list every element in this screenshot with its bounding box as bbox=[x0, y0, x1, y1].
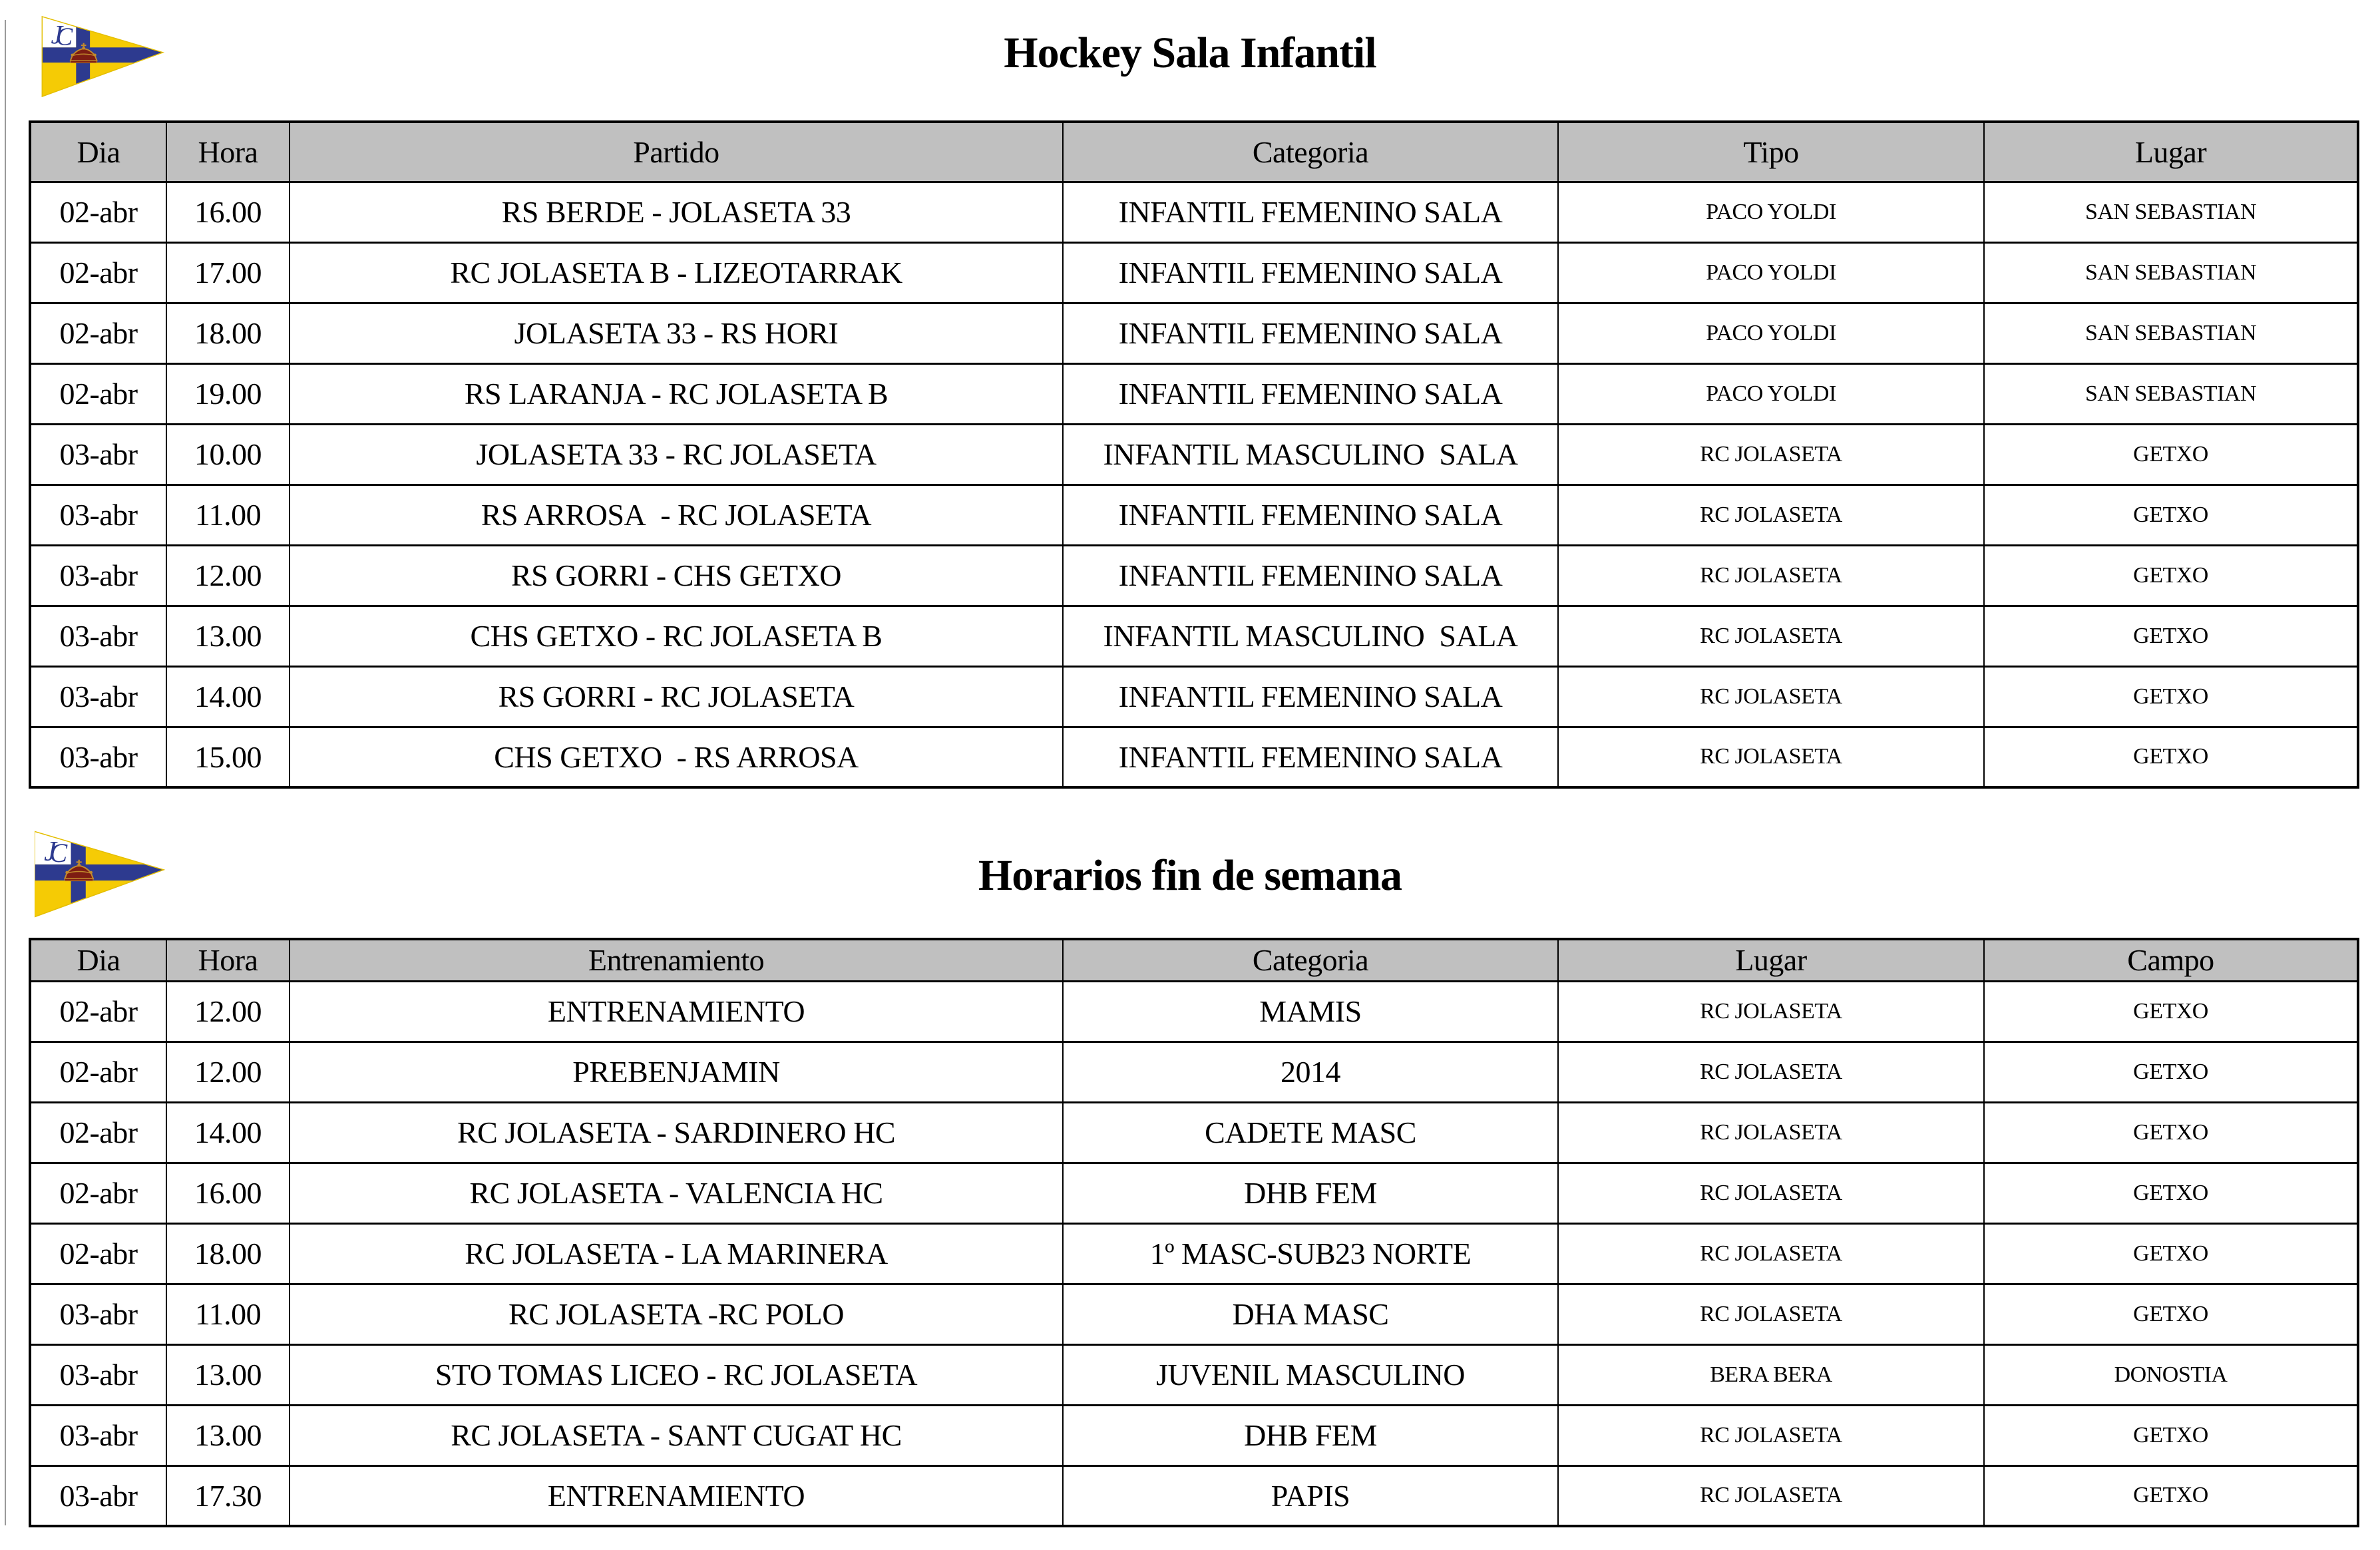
matches-table-body bbox=[30, 182, 2358, 787]
column-header-categoria: Categoria bbox=[1063, 939, 1558, 981]
cell-hora: 14.00 bbox=[166, 666, 290, 727]
cell-campo: GETXO bbox=[1984, 1284, 2358, 1344]
matches-table-header bbox=[30, 122, 2358, 182]
cell-tipo: PACO YOLDI bbox=[1558, 303, 1984, 363]
table-row bbox=[30, 1102, 2358, 1163]
matches-table bbox=[29, 120, 2359, 789]
cell-lugar: RC JOLASETA bbox=[1558, 1405, 1984, 1465]
cell-tipo: RC JOLASETA bbox=[1558, 606, 1984, 666]
cell-hora: 15.00 bbox=[166, 727, 290, 787]
trainings-table-body bbox=[30, 981, 2358, 1526]
table-row bbox=[30, 182, 2358, 242]
cell-partido: RS ARROSA - RC JOLASETA bbox=[290, 484, 1063, 545]
cell-campo: GETXO bbox=[1984, 1042, 2358, 1102]
table-row bbox=[30, 666, 2358, 727]
cell-lugar: GETXO bbox=[1984, 424, 2358, 484]
column-header-hora: Hora bbox=[166, 939, 290, 981]
cell-tipo: PACO YOLDI bbox=[1558, 182, 1984, 242]
table-row bbox=[30, 1042, 2358, 1102]
cell-dia: 03-abr bbox=[30, 1284, 166, 1344]
cell-dia: 03-abr bbox=[30, 606, 166, 666]
cell-tipo: RC JOLASETA bbox=[1558, 666, 1984, 727]
table-row bbox=[30, 981, 2358, 1042]
column-header-dia: Dia bbox=[30, 122, 166, 182]
table-row bbox=[30, 1223, 2358, 1284]
table-row bbox=[30, 363, 2358, 424]
column-header-lugar: Lugar bbox=[1558, 939, 1984, 981]
cell-campo: GETXO bbox=[1984, 1405, 2358, 1465]
cell-lugar: SAN SEBASTIAN bbox=[1984, 303, 2358, 363]
column-header-partido: Partido bbox=[290, 122, 1063, 182]
cell-categoria: DHB FEM bbox=[1063, 1163, 1558, 1223]
cell-hora: 16.00 bbox=[166, 1163, 290, 1223]
cell-tipo: PACO YOLDI bbox=[1558, 242, 1984, 303]
cell-categoria: DHA MASC bbox=[1063, 1284, 1558, 1344]
trainings-table bbox=[29, 938, 2359, 1527]
cell-categoria: JUVENIL MASCULINO bbox=[1063, 1344, 1558, 1405]
cell-categoria: 1º MASC-SUB23 NORTE bbox=[1063, 1223, 1558, 1284]
cell-tipo: RC JOLASETA bbox=[1558, 545, 1984, 606]
cell-partido: RS GORRI - RC JOLASETA bbox=[290, 666, 1063, 727]
cell-dia: 03-abr bbox=[30, 484, 166, 545]
table-row bbox=[30, 1405, 2358, 1465]
cell-partido: RS BERDE - JOLASETA 33 bbox=[290, 182, 1063, 242]
cell-hora: 17.30 bbox=[166, 1465, 290, 1526]
cell-hora: 14.00 bbox=[166, 1102, 290, 1163]
cell-categoria: INFANTIL MASCULINO SALA bbox=[1063, 424, 1558, 484]
cell-lugar: SAN SEBASTIAN bbox=[1984, 363, 2358, 424]
cell-lugar: RC JOLASETA bbox=[1558, 1102, 1984, 1163]
cell-entrenamiento: RC JOLASETA -RC POLO bbox=[290, 1284, 1063, 1344]
cell-lugar: RC JOLASETA bbox=[1558, 1223, 1984, 1284]
cell-entrenamiento: ENTRENAMIENTO bbox=[290, 1465, 1063, 1526]
cell-partido: RS GORRI - CHS GETXO bbox=[290, 545, 1063, 606]
cell-dia: 03-abr bbox=[30, 1405, 166, 1465]
cell-dia: 03-abr bbox=[30, 424, 166, 484]
table-row bbox=[30, 1465, 2358, 1526]
cell-lugar: GETXO bbox=[1984, 484, 2358, 545]
cell-dia: 03-abr bbox=[30, 666, 166, 727]
cell-dia: 03-abr bbox=[30, 727, 166, 787]
column-header-hora: Hora bbox=[166, 122, 290, 182]
cell-categoria: INFANTIL FEMENINO SALA bbox=[1063, 666, 1558, 727]
cell-categoria: CADETE MASC bbox=[1063, 1102, 1558, 1163]
cell-hora: 12.00 bbox=[166, 545, 290, 606]
table-row bbox=[30, 606, 2358, 666]
table-row bbox=[30, 242, 2358, 303]
cell-categoria: 2014 bbox=[1063, 1042, 1558, 1102]
cell-categoria: INFANTIL MASCULINO SALA bbox=[1063, 606, 1558, 666]
cell-dia: 02-abr bbox=[30, 1163, 166, 1223]
table-row bbox=[30, 545, 2358, 606]
cell-tipo: RC JOLASETA bbox=[1558, 484, 1984, 545]
cell-tipo: PACO YOLDI bbox=[1558, 363, 1984, 424]
cell-lugar: GETXO bbox=[1984, 606, 2358, 666]
cell-hora: 12.00 bbox=[166, 1042, 290, 1102]
cell-categoria: INFANTIL FEMENINO SALA bbox=[1063, 182, 1558, 242]
table-row bbox=[30, 484, 2358, 545]
cell-campo: GETXO bbox=[1984, 1223, 2358, 1284]
cell-partido: CHS GETXO - RS ARROSA bbox=[290, 727, 1063, 787]
cell-dia: 03-abr bbox=[30, 1344, 166, 1405]
cell-lugar: SAN SEBASTIAN bbox=[1984, 242, 2358, 303]
cell-categoria: INFANTIL FEMENINO SALA bbox=[1063, 242, 1558, 303]
cell-lugar: GETXO bbox=[1984, 545, 2358, 606]
cell-partido: JOLASETA 33 - RC JOLASETA bbox=[290, 424, 1063, 484]
cell-hora: 18.00 bbox=[166, 1223, 290, 1284]
cell-lugar: SAN SEBASTIAN bbox=[1984, 182, 2358, 242]
cell-hora: 18.00 bbox=[166, 303, 290, 363]
cell-categoria: INFANTIL FEMENINO SALA bbox=[1063, 484, 1558, 545]
cell-dia: 02-abr bbox=[30, 1042, 166, 1102]
cell-categoria: INFANTIL FEMENINO SALA bbox=[1063, 727, 1558, 787]
cell-hora: 11.00 bbox=[166, 484, 290, 545]
cell-dia: 02-abr bbox=[30, 242, 166, 303]
cell-dia: 02-abr bbox=[30, 1223, 166, 1284]
cell-hora: 16.00 bbox=[166, 182, 290, 242]
cell-dia: 02-abr bbox=[30, 303, 166, 363]
column-header-lugar: Lugar bbox=[1984, 122, 2358, 182]
cell-dia: 02-abr bbox=[30, 981, 166, 1042]
page-title: Hockey Sala Infantil bbox=[1004, 29, 1376, 77]
cell-categoria: INFANTIL FEMENINO SALA bbox=[1063, 545, 1558, 606]
table-row bbox=[30, 1163, 2358, 1223]
cell-entrenamiento: ENTRENAMIENTO bbox=[290, 981, 1063, 1042]
cell-tipo: RC JOLASETA bbox=[1558, 424, 1984, 484]
cell-entrenamiento: RC JOLASETA - LA MARINERA bbox=[290, 1223, 1063, 1284]
cell-entrenamiento: RC JOLASETA - VALENCIA HC bbox=[290, 1163, 1063, 1223]
cell-campo: DONOSTIA bbox=[1984, 1344, 2358, 1405]
cell-lugar: RC JOLASETA bbox=[1558, 1163, 1984, 1223]
cell-hora: 17.00 bbox=[166, 242, 290, 303]
table-row bbox=[30, 424, 2358, 484]
table-row bbox=[30, 1344, 2358, 1405]
cell-campo: GETXO bbox=[1984, 1465, 2358, 1526]
cell-partido: RC JOLASETA B - LIZEOTARRAK bbox=[290, 242, 1063, 303]
cell-partido: CHS GETXO - RC JOLASETA B bbox=[290, 606, 1063, 666]
cell-lugar: RC JOLASETA bbox=[1558, 981, 1984, 1042]
cell-categoria: INFANTIL FEMENINO SALA bbox=[1063, 303, 1558, 363]
trainings-table-header bbox=[30, 939, 2358, 981]
cell-lugar: BERA BERA bbox=[1558, 1344, 1984, 1405]
cell-dia: 03-abr bbox=[30, 545, 166, 606]
cell-entrenamiento: RC JOLASETA - SARDINERO HC bbox=[290, 1102, 1063, 1163]
table-row bbox=[30, 1284, 2358, 1344]
column-header-dia: Dia bbox=[30, 939, 166, 981]
table-row bbox=[30, 303, 2358, 363]
cell-lugar: GETXO bbox=[1984, 727, 2358, 787]
cell-dia: 02-abr bbox=[30, 182, 166, 242]
page-title: Horarios fin de semana bbox=[978, 851, 1402, 900]
cell-categoria: PAPIS bbox=[1063, 1465, 1558, 1526]
header-row bbox=[30, 122, 2358, 182]
cell-hora: 12.00 bbox=[166, 981, 290, 1042]
cell-entrenamiento: STO TOMAS LICEO - RC JOLASETA bbox=[290, 1344, 1063, 1405]
cell-dia: 03-abr bbox=[30, 1465, 166, 1526]
cell-lugar: RC JOLASETA bbox=[1558, 1284, 1984, 1344]
cell-campo: GETXO bbox=[1984, 981, 2358, 1042]
cell-dia: 02-abr bbox=[30, 363, 166, 424]
column-header-categoria: Categoria bbox=[1063, 122, 1558, 182]
table-row bbox=[30, 727, 2358, 787]
cell-hora: 11.00 bbox=[166, 1284, 290, 1344]
cell-dia: 02-abr bbox=[30, 1102, 166, 1163]
column-header-campo: Campo bbox=[1984, 939, 2358, 981]
cell-lugar: RC JOLASETA bbox=[1558, 1465, 1984, 1526]
cell-categoria: MAMIS bbox=[1063, 981, 1558, 1042]
cell-hora: 13.00 bbox=[166, 1344, 290, 1405]
cell-categoria: INFANTIL FEMENINO SALA bbox=[1063, 363, 1558, 424]
cell-hora: 13.00 bbox=[166, 606, 290, 666]
column-header-tipo: Tipo bbox=[1558, 122, 1984, 182]
cell-campo: GETXO bbox=[1984, 1163, 2358, 1223]
cell-hora: 10.00 bbox=[166, 424, 290, 484]
cell-partido: RS LARANJA - RC JOLASETA B bbox=[290, 363, 1063, 424]
header-row bbox=[30, 939, 2358, 981]
cell-entrenamiento: RC JOLASETA - SANT CUGAT HC bbox=[290, 1405, 1063, 1465]
cell-hora: 13.00 bbox=[166, 1405, 290, 1465]
cell-tipo: RC JOLASETA bbox=[1558, 727, 1984, 787]
cell-categoria: DHB FEM bbox=[1063, 1405, 1558, 1465]
cell-campo: GETXO bbox=[1984, 1102, 2358, 1163]
cell-lugar: RC JOLASETA bbox=[1558, 1042, 1984, 1102]
page-margin-line bbox=[5, 20, 6, 1525]
cell-entrenamiento: PREBENJAMIN bbox=[290, 1042, 1063, 1102]
column-header-entrenamiento: Entrenamiento bbox=[290, 939, 1063, 981]
cell-partido: JOLASETA 33 - RS HORI bbox=[290, 303, 1063, 363]
cell-hora: 19.00 bbox=[166, 363, 290, 424]
cell-lugar: GETXO bbox=[1984, 666, 2358, 727]
